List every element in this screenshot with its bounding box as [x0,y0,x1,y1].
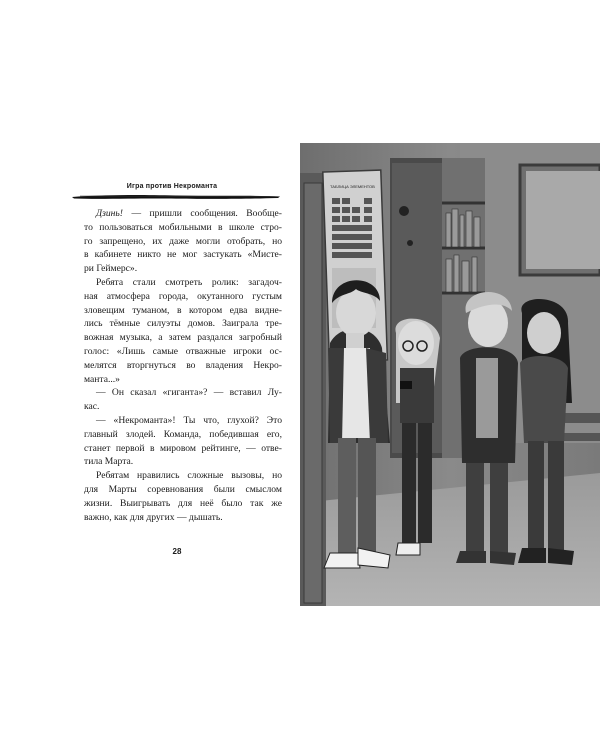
text-line: лись тёмные силуэты домов. Заиграла тре- [84,318,282,330]
poster-heading: ТАБЛИЦА ЭЛЕМЕНТОВ [330,184,375,189]
text-line: важно, как для других — дышать. [84,511,223,523]
page-number: 28 [172,547,182,556]
text-line: жизни. Выигрывать для неё было так же [84,497,282,509]
text-line: Ребята стали смотреть ролик: загадоч- [96,276,282,288]
illustration-page [300,143,600,606]
text-line: мелятся вторгнуться во владения Некро- [84,359,282,371]
text-line: то пользоваться мобильными в школе стро- [84,221,282,233]
text-line: манта...» [84,373,120,385]
phone-icon [400,381,412,389]
kids-illustration [300,143,600,606]
book-spread [0,143,600,606]
text-line: Ребятам нравились сложные вызовы, но [96,470,282,482]
paragraph [72,207,282,276]
text-line: для Марты соревнования были смыслом [84,483,282,495]
paragraph [72,276,282,386]
emphasis-text: Дзинь! [96,208,123,219]
left-page [0,143,300,606]
text-line: зловещим туманом, в котором едва видне- [84,304,282,316]
text-line: главный злодей. Команда, победившая его, [84,428,282,440]
text-line: ри Геймерс». [84,263,138,275]
text-line: вожная музыка, а затем раздался загробный [84,332,282,344]
text-line: — «Некроманта»! Ты что, глухой? Это [96,414,282,426]
text-line: — Он сказал «гиганта»? — вставил Лу- [96,387,282,399]
text-line: кас. [84,401,100,413]
text-line: тила Марта. [84,456,134,468]
paragraph [72,386,282,414]
text-line: станет первой в мировом рейтинге, — отве- [84,442,282,454]
paragraph [72,414,282,469]
text-line: голос: «Лишь самые отважные игроки ос- [84,345,282,357]
text-line: ная атмосфера города, окутанного густым [84,290,282,302]
text-line: го запрещено, их даже могли отобрать, но [84,235,282,247]
brush-stroke-divider [70,193,282,201]
running-head: Игра против Некроманта [126,183,218,190]
paragraph [72,469,282,524]
text-line: в кабинете никто не мог застукать «Мисте- [84,249,282,261]
text-line: Дзинь! — пришли сообщения. Вообще- [96,208,282,219]
body-text [72,207,282,524]
